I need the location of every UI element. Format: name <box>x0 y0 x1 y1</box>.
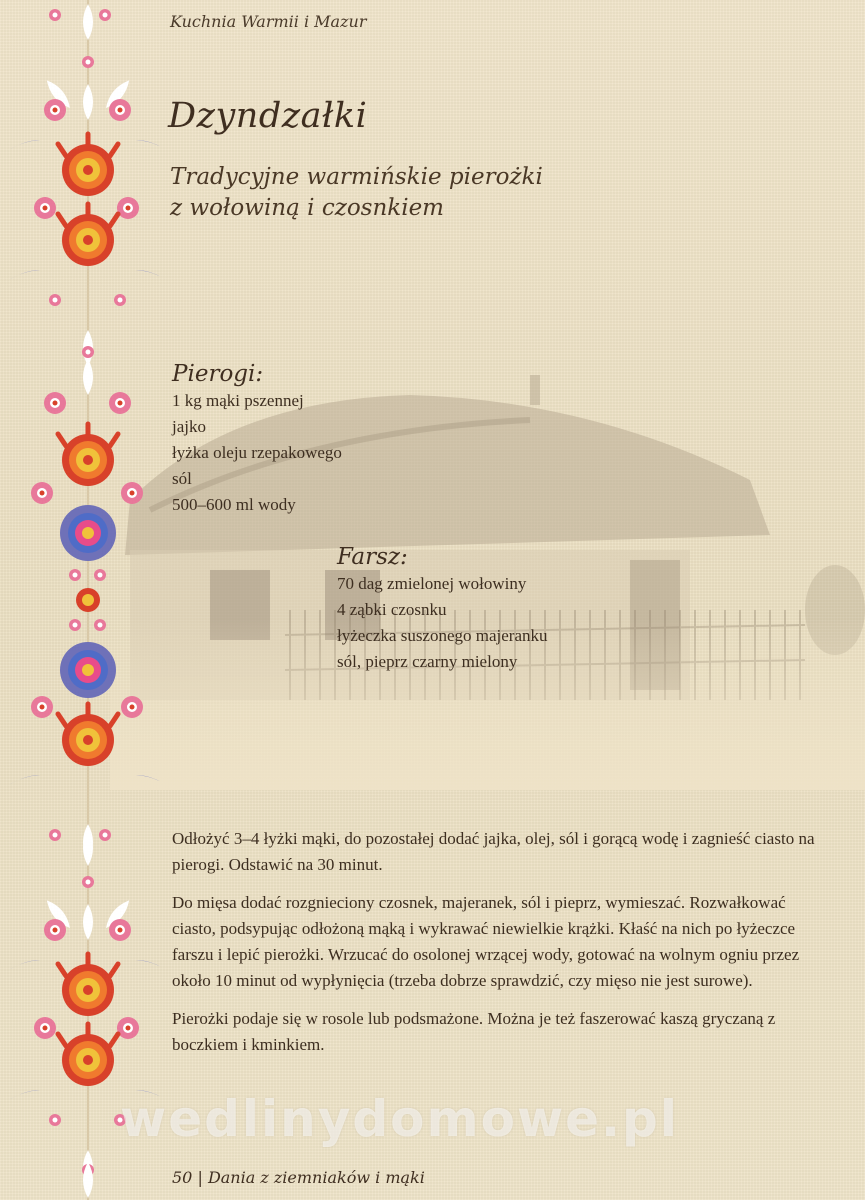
ingredient-item: sól <box>172 469 192 488</box>
pierogi-ingredients <box>172 360 452 518</box>
instruction-paragraph: Do mięsa dodać rozgnieciony czosnek, majeranek, sól i pieprz, wymieszać. Rozwałkować ciasto, podsypując odłożoną mąką i wykrawać niewielkie krążki. Kłaść na nich po łyżeczce farszu i lepić pierożki. Wrzucać do osolonej wrzącej wody, gotować na wolnym ogniu przez około 10 minut od wypłynięcia (trzeba dobrze sprawdzić, czy mięso nie jest surowe). <box>172 893 800 990</box>
ingredient-item: łyżeczka suszonego majeranku <box>337 626 548 645</box>
page-footer <box>172 1168 425 1187</box>
ingredient-item: 70 dag zmielonej wołowiny <box>337 574 527 593</box>
subtitle-line: Tradycyjne warmińskie pierożki <box>170 164 543 190</box>
running-head: Kuchnia Warmii i Mazur <box>170 12 367 31</box>
farsz-ingredients <box>337 543 657 675</box>
section-name: Dania z ziemniaków i mąki <box>207 1168 425 1187</box>
ingredient-item: jajko <box>172 417 206 436</box>
ingredient-item: 1 kg mąki pszennej <box>172 391 304 410</box>
ingredient-item: łyżka oleju rzepakowego <box>172 443 342 462</box>
page-number: 50 <box>172 1168 193 1187</box>
instruction-paragraph: Odłożyć 3–4 łyżki mąki, do pozostałej dodać jajka, olej, sól i gorącą wodę i zagnieść ciasto na pierogi. Odstawić na 30 minut. <box>172 829 815 874</box>
farsz-heading: Farsz: <box>337 544 408 570</box>
recipe-subtitle <box>170 162 690 224</box>
watermark: wedlinydomowe.pl <box>120 1090 679 1148</box>
footer-separator: | <box>197 1168 203 1187</box>
ingredient-item: 500–600 ml wody <box>172 495 296 514</box>
ingredient-item: sól, pieprz czarny mielony <box>337 652 518 671</box>
ingredient-list <box>337 571 657 675</box>
folk-ornament-border <box>0 0 160 1200</box>
recipe-instructions <box>172 826 832 1070</box>
ingredient-item: 4 ząbki czosnku <box>337 600 447 619</box>
recipe-title: Dzyndzałki <box>168 96 368 136</box>
pierogi-heading: Pierogi: <box>172 361 264 387</box>
subtitle-line: z wołowiną i czosnkiem <box>170 195 444 221</box>
ingredient-list <box>172 388 452 518</box>
instruction-paragraph: Pierożki podaje się w rosole lub podsmażone. Można je też faszerować kaszą gryczaną z boczkiem i kminkiem. <box>172 1009 776 1054</box>
